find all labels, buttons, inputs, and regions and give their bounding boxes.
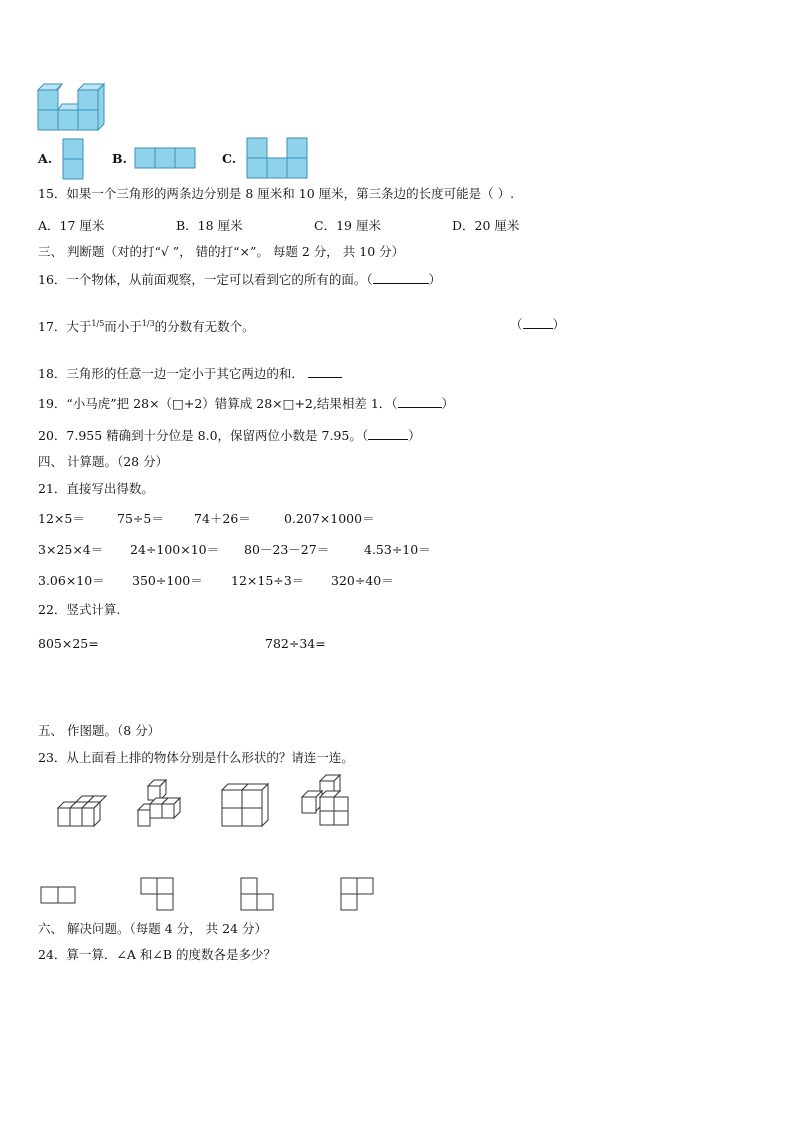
q21-r2-c2[interactable]: 24÷100×10＝ xyxy=(130,542,220,557)
q20-close: ） xyxy=(408,428,421,443)
q23-solid-2[interactable] xyxy=(136,780,186,830)
q19-close: ） xyxy=(441,396,455,411)
q20-question xyxy=(38,427,421,444)
q21-title: 21．直接写出得数。 xyxy=(38,481,154,496)
q23-view-4[interactable] xyxy=(340,877,376,913)
q17-answer xyxy=(510,316,565,333)
q16-text: 16．一个物体，从前面观察，一定可以看到它的所有的面。（ xyxy=(38,272,373,287)
q17-question xyxy=(38,316,255,335)
q17-fraction-2: 1/3 xyxy=(141,319,155,328)
q18-text: 18．三角形的任意一边一定小于其它两边的和． xyxy=(38,366,304,381)
q16-answer-blank[interactable] xyxy=(373,271,429,284)
q18-question xyxy=(38,365,342,382)
q21-r2-c1[interactable]: 3×25×4＝ xyxy=(38,542,104,557)
section-6-title: 六、 解决问题。（每题 4 分， 共 24 分） xyxy=(38,921,267,936)
q19-answer-blank[interactable] xyxy=(398,395,442,408)
q17-prefix: 17．大于 xyxy=(38,319,92,335)
q21-r3-c3[interactable]: 12×15÷3＝ xyxy=(231,573,305,588)
q21-r2-c3[interactable]: 80－23－27＝ xyxy=(244,542,330,557)
q20-answer-blank[interactable] xyxy=(368,427,408,440)
q17-answer-blank[interactable] xyxy=(523,316,553,329)
q17-suffix: 的分数有无数个。 xyxy=(154,319,255,335)
q23-solid-4[interactable] xyxy=(300,775,356,829)
q14-solid-figure xyxy=(36,82,108,134)
q14-option-b-label[interactable]: B. xyxy=(112,151,127,166)
section-3-title: 三、 判断题（对的打“√ ”， 错的打“×”。 每题 2 分， 共 10 分） xyxy=(38,244,405,259)
q16-question xyxy=(38,271,441,288)
q22-problem-b[interactable]: 782÷34= xyxy=(265,636,326,651)
q19-question xyxy=(38,395,454,412)
q22-title: 22．竖式计算. xyxy=(38,602,121,617)
q23-solid-1[interactable] xyxy=(56,790,106,828)
section-4-title: 四、 计算题。（28 分） xyxy=(38,454,169,469)
q21-r1-c4[interactable]: 0.207×1000＝ xyxy=(284,511,375,526)
q21-r3-c4[interactable]: 320÷40＝ xyxy=(331,573,394,588)
q20-text: 20．7.955 精确到十分位是 8.0，保留两位小数是 7.95。（ xyxy=(38,428,369,443)
q15-option-b[interactable]: B．18 厘米 xyxy=(176,218,243,233)
q17-open: （ xyxy=(510,317,523,332)
q22-problem-a[interactable]: 805×25= xyxy=(38,636,99,651)
q18-answer-blank[interactable] xyxy=(308,365,342,378)
q17-close: ） xyxy=(552,317,566,332)
q23-view-3[interactable] xyxy=(240,877,276,913)
q15-option-a[interactable]: A．17 厘米 xyxy=(38,218,105,233)
q14-option-a-label[interactable]: A. xyxy=(38,151,53,166)
q15-option-c[interactable]: C．19 厘米 xyxy=(314,218,381,233)
q16-close: ） xyxy=(428,272,442,287)
q21-r2-c4[interactable]: 4.53÷10＝ xyxy=(364,542,431,557)
q23-title: 23．从上面看上排的物体分别是什么形状的？请连一连。 xyxy=(38,750,354,765)
q15-option-d[interactable]: D．20 厘米 xyxy=(452,218,520,233)
section-5-title: 五、 作图题。（8 分） xyxy=(38,723,161,738)
q14-option-c-label[interactable]: C. xyxy=(222,151,237,166)
q21-r1-c3[interactable]: 74＋26＝ xyxy=(194,511,251,526)
q14-option-a-figure[interactable] xyxy=(62,138,84,180)
q21-r3-c2[interactable]: 350÷100＝ xyxy=(132,573,203,588)
q14-option-b-figure[interactable] xyxy=(134,147,196,169)
q21-r3-c1[interactable]: 3.06×10＝ xyxy=(38,573,105,588)
q17-fraction-1: 1/5 xyxy=(91,319,105,328)
q23-view-1[interactable] xyxy=(40,886,76,904)
q23-view-2[interactable] xyxy=(140,877,176,913)
q21-r1-c2[interactable]: 75÷5＝ xyxy=(117,511,164,526)
q24-title: 24．算一算．∠A 和∠B 的度数各是多少？ xyxy=(38,947,277,962)
q19-text: 19．“小马虎”把 28×（□+2）错算成 28×□+2,结果相差 1．（ xyxy=(38,396,398,411)
q14-option-c-figure[interactable] xyxy=(246,137,308,179)
q21-r1-c1[interactable]: 12×5＝ xyxy=(38,511,85,526)
q15-question: 15．如果一个三角形的两条边分别是 8 厘米和 10 厘米，第三条边的长度可能是（ ）. xyxy=(38,186,515,201)
q17-mid: 而小于 xyxy=(104,319,142,335)
q23-solid-3[interactable] xyxy=(220,782,270,828)
